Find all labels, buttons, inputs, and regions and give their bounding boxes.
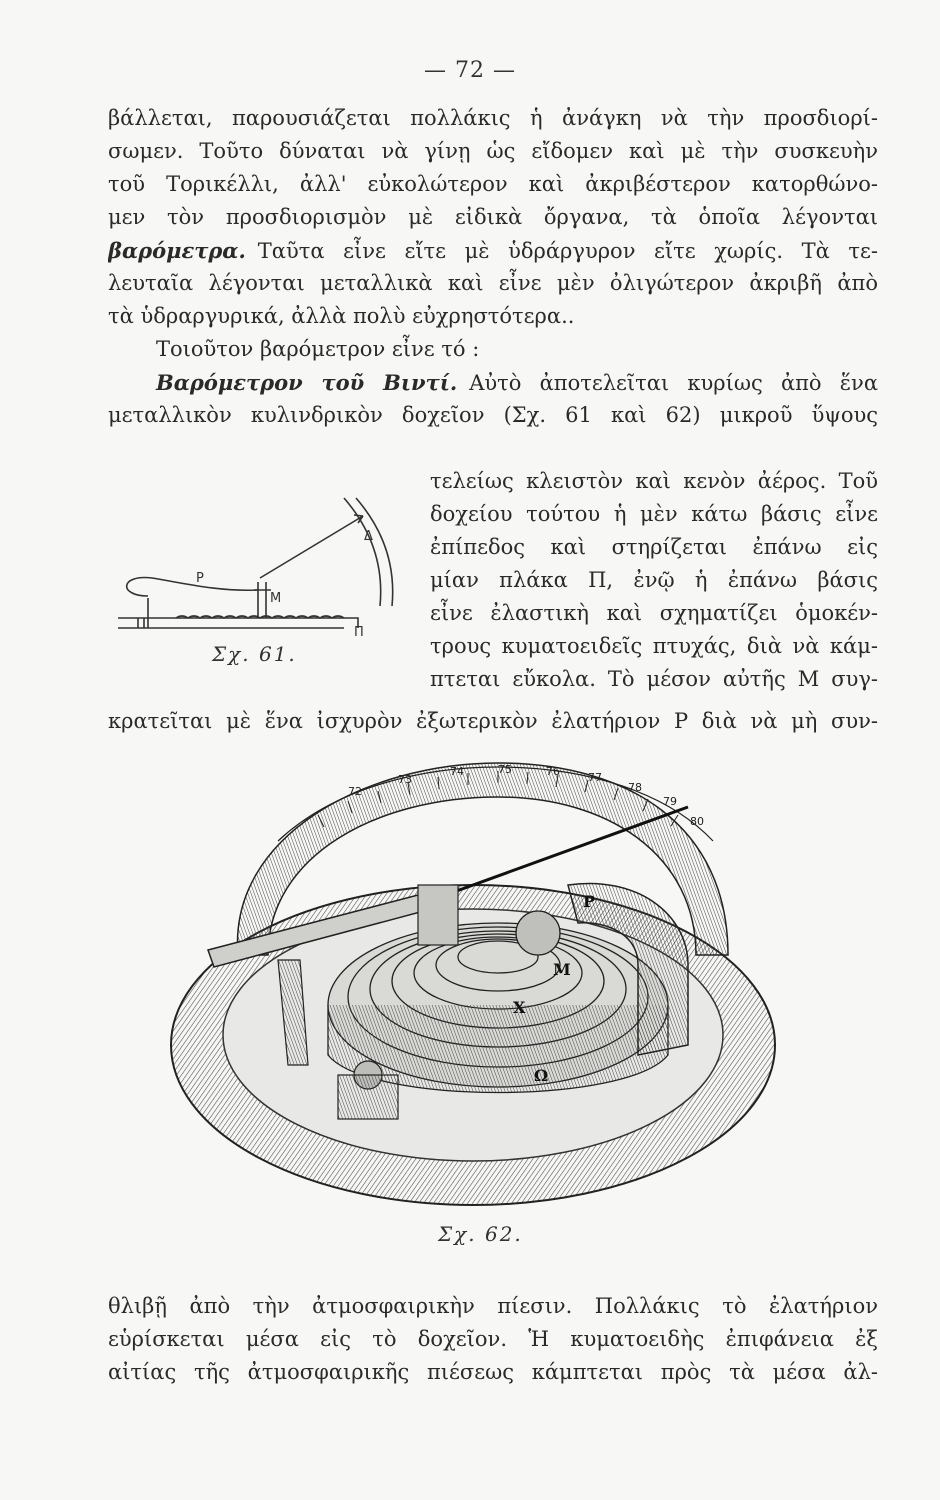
- text-line: ἐπίπεδος καὶ στηρίζεται ἐπάνω εἰς: [430, 535, 878, 559]
- text-line: βάλλεται, παρουσιάζεται πολλάκις ἡ ἀνάγκη νὰ τὴν προσδιορί-: [108, 106, 878, 130]
- section-title-vidi-barometer: Βαρόμετρον τοῦ Βιντί.: [156, 370, 458, 395]
- scale-number: 78: [628, 781, 642, 794]
- label-omega: Ω: [534, 1066, 549, 1085]
- text-line: μεν τὸν προσδιορισμὸν μὲ εἰδικὰ ὄργανα, τὰ ὁποῖα λέγονται: [108, 205, 878, 229]
- scale-number: 80: [690, 815, 704, 828]
- body-text-narrow: [430, 465, 878, 696]
- scale-number: 75: [498, 763, 512, 776]
- label-P: P: [196, 571, 204, 586]
- text-line: δοχείου τούτου ἡ μὲν κάτω βάσις εἶνε: [430, 502, 878, 526]
- scale-number: 73: [398, 773, 412, 786]
- label-X: X: [513, 998, 526, 1017]
- scale-number: 77: [588, 771, 602, 784]
- figure-62-caption: Σχ. 62.: [438, 1222, 523, 1246]
- text-line: σωμεν. Τοῦτο δύναται νὰ γίνῃ ὡς εἴδομεν καὶ μὲ τὴν συσκευὴν: [108, 139, 878, 163]
- text-span: Ταῦτα εἶνε εἴτε μὲ ὑδράργυρον εἴτε χωρίς. Τὰ τε-: [257, 239, 878, 263]
- scale-number: 76: [546, 765, 560, 778]
- text-line: πτεται εὔκολα. Τὸ μέσον αὐτῆς Μ συγ-: [430, 667, 878, 691]
- scale-number: 74: [450, 765, 464, 778]
- text-line: θλιβῇ ἀπὸ τὴν ἀτμοσφαιρικὴν πίεσιν. Πολλάκις τὸ ἐλατήριον: [108, 1294, 878, 1318]
- body-text-bottom: [108, 1290, 878, 1389]
- body-text-top: [108, 102, 878, 432]
- scale-number: 79: [663, 795, 677, 808]
- figure-62-illustration: [168, 745, 778, 1215]
- body-text-wide: [108, 705, 878, 738]
- label-M: M: [553, 960, 571, 979]
- text-line: αἰτίας τῆς ἀτμοσφαιρικῆς πιέσεως κάμπτεται πρὸς τὰ μέσα ἀλ-: [108, 1360, 878, 1384]
- text-line: [108, 234, 878, 267]
- text-line: μίαν πλάκα Π, ἐνῷ ἡ ἐπάνω βάσις: [430, 568, 878, 592]
- text-line: κρατεῖται μὲ ἕνα ἰσχυρὸν ἐξωτερικὸν ἐλατήριον Ρ διὰ νὰ μὴ συν-: [108, 709, 878, 733]
- scale-number: 72: [348, 785, 362, 798]
- text-line: Τοιοῦτον βαρόμετρον εἶνε τό :: [156, 337, 480, 361]
- label-delta: Δ: [364, 529, 373, 544]
- text-line: [108, 366, 878, 399]
- figure-61-caption: Σχ. 61.: [212, 642, 297, 666]
- text-line: τὰ ὑδραργυρικά, ἀλλὰ πολὺ εὐχρηστότερα..: [108, 304, 575, 328]
- text-line: μεταλλικὸν κυλινδρικὸν δοχεῖον (Σχ. 61 καὶ 62) μικροῦ ὕψους: [108, 403, 878, 427]
- text-span: Αὐτὸ ἀποτελεῖται κυρίως ἀπὸ ἕνα: [469, 371, 878, 395]
- text-line: λευταῖα λέγονται μεταλλικὰ καὶ εἶνε μὲν ὀλιγώτερον ἀκριβῆ ἀπὸ: [108, 271, 878, 295]
- text-line: τοῦ Τορικέλλι, ἀλλ' εὐκολώτερον καὶ ἀκριβέστερον κατορθώνο-: [108, 172, 878, 196]
- text-line: εὑρίσκεται μέσα εἰς τὸ δοχεῖον. Ἡ κυματοειδὴς ἐπιφάνεια ἐξ: [108, 1327, 878, 1351]
- term-barometers: βαρόμετρα.: [108, 238, 246, 263]
- label-pi: Π: [354, 625, 364, 640]
- label-M: M: [270, 591, 282, 606]
- text-line: τελείως κλειστὸν καὶ κενὸν ἀέρος. Τοῦ: [430, 469, 878, 493]
- label-P: P: [583, 892, 596, 911]
- page-number: — 72 —: [424, 58, 516, 83]
- text-line: τρους κυματοειδεῖς πτυχάς, διὰ νὰ κάμ-: [430, 634, 878, 658]
- text-line: εἶνε ἐλαστικὴ καὶ σχηματίζει ὁμοκέν-: [430, 601, 878, 625]
